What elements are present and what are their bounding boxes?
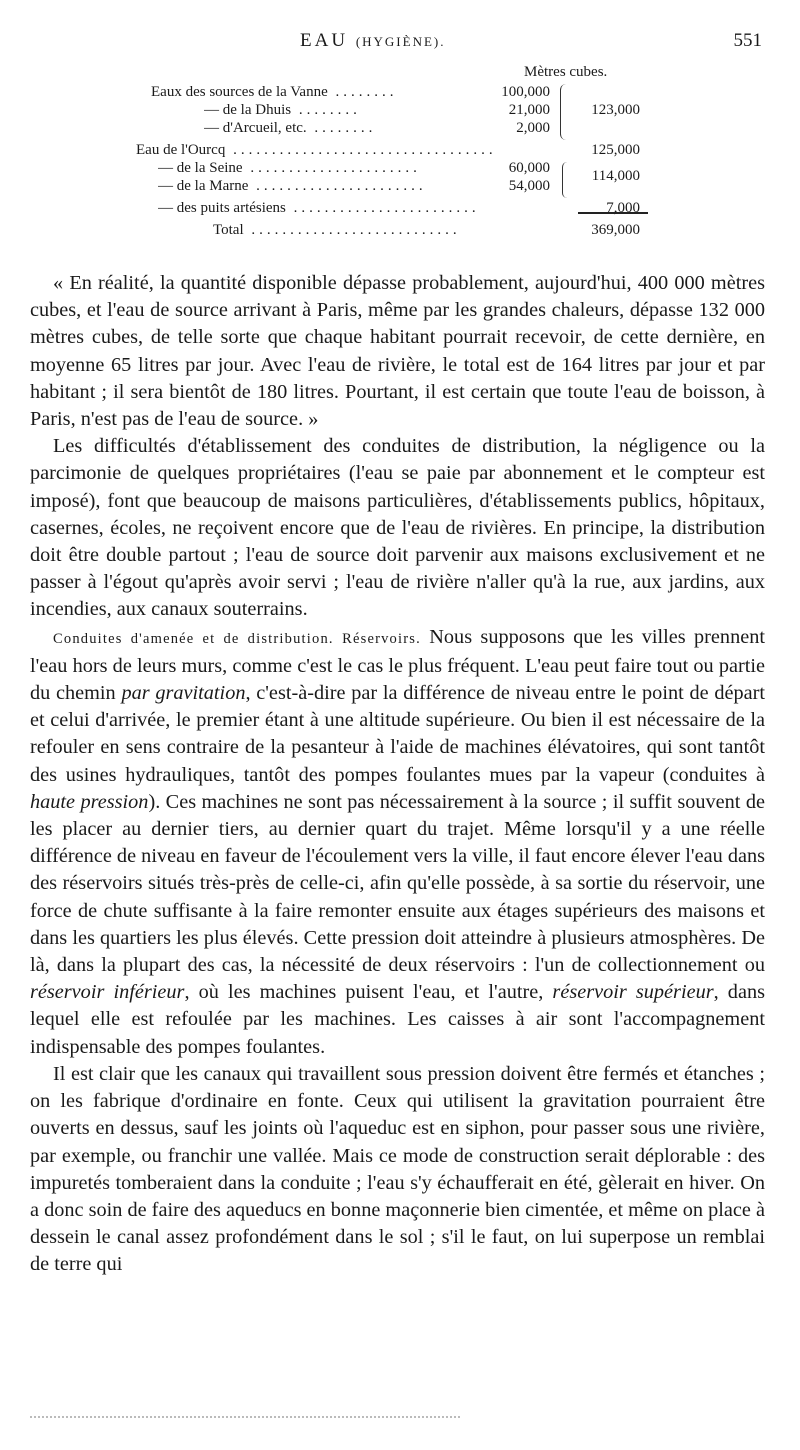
italic-term: par gravitation	[121, 682, 246, 705]
table-row	[0, 142, 800, 162]
italic-term: réservoir inférieur	[30, 981, 185, 1004]
section-heading-reservoirs: Réservoirs.	[342, 630, 421, 647]
body-text	[30, 270, 765, 1279]
section-heading: Conduites d'amenée et de distribution.	[53, 630, 334, 647]
row-value: 60,000	[508, 160, 550, 176]
paragraph-conduites: Conduites d'amenée et de distribution. Réservoirs. Nous supposons que les villes prennent l'eau hors de leurs murs, comme c'est le cas le plus fréquent. L'eau peut faire tout ou partie du chemin par gravitation, c'est-à-dire par la différence de niveau entre le point de départ et celui d'arrivée, le premier étant à une altitude supérieure. Ou bien il est nécessaire de la refouler en sens contraire de la pesanteur à l'aide de machines élévatoires, qui sont tantôt des usines hydrauliques, tantôt des pompes foulantes mues par la vapeur (conduites à haute pression). Ces machines ne sont pas nécessairement à la source ; il suffit souvent de les placer au dernier tiers, au dernier quart du trajet. Même lorsqu'il y a une réelle différence de niveau en faveur de l'écoulement vers la ville, il faut encore élever l'eau dans des réservoirs situés très-près de celle-ci, afin qu'elle possède, à sa sortie du réservoir, une force de chute suffisante à la faire remonter ensuite aux étages supérieurs des maisons et dans les quartiers les plus élevés. Cette pression doit atteindre à plusieurs atmosphères. De là, dans la plupart des cas, la nécessité de deux réservoirs : l'un de collectionnement ou réservoir inférieur, où les machines puisent l'eau, et l'autre, réservoir supérieur, dans lequel elle est refoulée par les machines. Les caisses à air sont l'accompagnement indispensable des pompes foulantes.	[30, 625, 765, 1058]
total-rule	[578, 212, 648, 214]
row-subtotal: 125,000	[591, 142, 640, 158]
row-subtotal: 123,000	[591, 102, 640, 118]
total-value: 369,000	[591, 222, 640, 238]
row-label: — des puits artésiens ........................	[158, 200, 480, 216]
row-value: 100,000	[501, 84, 550, 100]
running-title-main: EAU	[300, 30, 349, 51]
row-label: — de la Dhuis ........	[204, 102, 361, 118]
table-row-subtotal	[0, 168, 800, 188]
brace-mark	[560, 84, 573, 140]
row-subtotal: 114,000	[591, 168, 640, 184]
row-label: — de la Marne ......................	[158, 178, 427, 194]
table-row	[0, 84, 800, 104]
row-label: Eau de l'Ourcq ..................................	[136, 142, 497, 158]
row-label: — de la Seine ......................	[158, 160, 421, 176]
unit-header: Mètres cubes.	[524, 64, 608, 80]
row-label: Eaux des sources de la Vanne ........	[151, 84, 398, 100]
page-bottom-margin	[30, 1416, 460, 1426]
table-row	[0, 200, 800, 220]
row-subtotal: 7,000	[606, 200, 640, 216]
water-volume-table	[0, 62, 800, 252]
row-value: 54,000	[508, 178, 550, 194]
italic-term: haute pression	[30, 790, 149, 813]
paragraph-canaux: Il est clair que les canaux qui travaillent sous pression doivent être fermés et étanches ; on les fabrique d'ordinaire en fonte. Ceux qui utilisent la gravitation pourraient être ouverts en dessus, sauf les joints où l'aqueduc est en siphon, pour passer sous une rivière, par exemple, ou franchir une vallée. Mais ce mode de construction serait déplorable : des impuretés tomberaient dans la conduite ; l'eau s'y échaufferait en été, gèlerait en hiver. On a donc soin de faire des aqueducs en bonne maçonnerie bien cimentée, et même on place à dessein le canal assez profondément dans le sol ; s'il le faut, on lui superpose un remblai de terre qui	[30, 1062, 765, 1276]
page-header	[0, 30, 800, 60]
table-total-row	[0, 222, 800, 242]
paragraph-quote: « En réalité, la quantité disponible dépasse probablement, aujourd'hui, 400 000 mètres cubes, et l'eau de source arrivant à Paris, même par les grandes chaleurs, dépasse 132 000 mètres cubes, de telle sorte que chaque habitant pourrait recevoir, de cette dernière, en moyenne 65 litres par jour. Avec l'eau de rivière, le total est de 164 litres par jour et par habitant ; il sera bientôt de 180 litres. Pourtant, il est certain que toute l'eau de boisson, à Paris, n'est pas de l'eau de source. »	[30, 272, 765, 431]
italic-term: réservoir supérieur	[552, 981, 714, 1004]
row-label: — d'Arcueil, etc. ........	[204, 120, 377, 136]
paragraph-distribution: Les difficultés d'établissement des conduites de distribution, la négligence ou la parcimonie de quelques propriétaires (l'eau se paie par abonnement et le compteur est imposé), font que beaucoup de maisons particulières, d'établissements publics, hôpitaux, casernes, écoles, ne reçoivent encore que de l'eau de rivières. En principe, la distribution doit être double partout ; l'eau de source doit parvenir aux maisons exclusivement et ne passer à l'égout qu'après avoir servi ; l'eau de rivière n'aller qu'à la rue, aux jardins, aux incendies, aux canaux souterrains.	[30, 435, 765, 621]
table-row	[0, 120, 800, 140]
running-title	[300, 30, 445, 52]
running-title-subject: (HYGIÈNE).	[355, 34, 446, 49]
row-value: 21,000	[508, 102, 550, 118]
page-number: 551	[733, 30, 762, 51]
table-row	[0, 102, 800, 122]
brace-mark	[562, 162, 573, 198]
row-value: 2,000	[516, 120, 550, 136]
total-label: Total ...........................	[213, 222, 461, 238]
